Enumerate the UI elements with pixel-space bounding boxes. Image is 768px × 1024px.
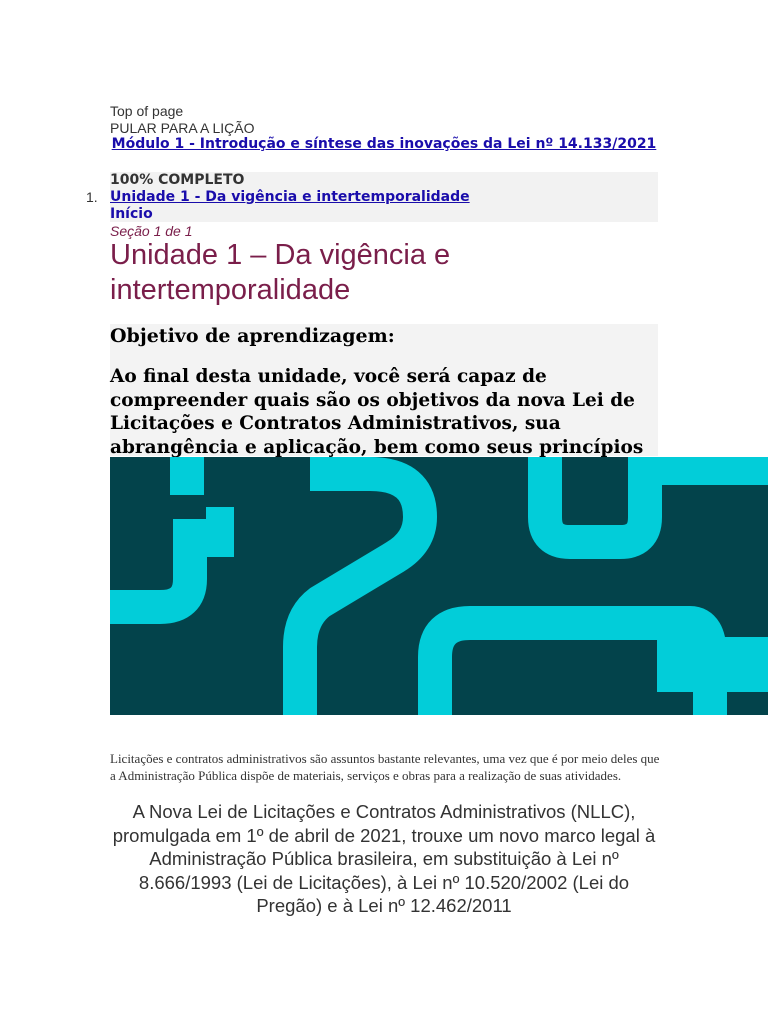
objective-heading — [110, 324, 395, 348]
skip-to-lesson-link[interactable]: PULAR PARA A LIÇÃO — [110, 120, 255, 136]
progress-label: 100% COMPLETO — [110, 172, 245, 188]
image-caption: Licitações e contratos administrativos são assuntos bastante relevantes, uma vez que é por meio deles que a Administração Pública dispõe de materiais, serviços e obras para a realização de suas atividades. — [110, 751, 660, 783]
page-title: Unidade 1 – Da vigência e intertemporalidade — [110, 239, 451, 306]
abstract-pattern-graphic — [110, 457, 768, 715]
unit-link[interactable]: Unidade 1 - Da vigência e intertemporalidade — [110, 189, 470, 205]
body-paragraph: A Nova Lei de Licitações e Contratos Administrativos (NLLC), promulgada em 1º de abril de 2021, trouxe um novo marco legal à Administração Pública brasileira, em substituição à Lei nº 8.666/1993 (Lei de Licitações), à Lei nº 10.520/2002 (Lei do Pregão) e à Lei nº 12.462/2011 — [112, 801, 656, 916]
list-number: 1. — [86, 189, 98, 205]
objective-heading-text: Objetivo de aprendizagem: — [110, 325, 395, 347]
section-indicator: Seção 1 de 1 — [110, 223, 193, 239]
objective-text: Ao final desta unidade, você será capaz de compreender quais são os objetivos da nova Lei de Licitações e Contratos Administrativos, sua abrangência e aplicação, bem como seus princípios — [110, 366, 644, 458]
start-link[interactable]: Início — [110, 206, 153, 222]
module-link[interactable]: Módulo 1 - Introdução e síntese das inovações da Lei nº 14.133/2021 — [111, 136, 657, 152]
top-of-page-link[interactable]: Top of page — [110, 103, 184, 119]
decorative-banner-image — [110, 457, 768, 715]
